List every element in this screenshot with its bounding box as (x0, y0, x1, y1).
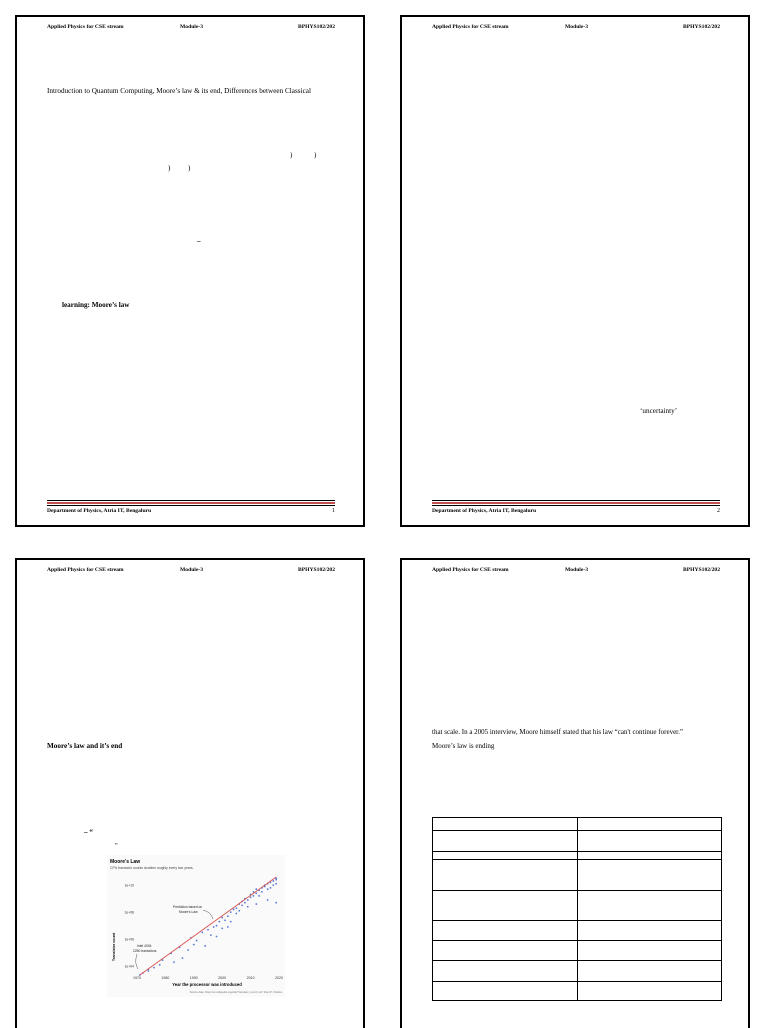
page-header (47, 567, 335, 577)
page-number: 2 (717, 508, 720, 514)
data-point (230, 921, 232, 923)
table-cell (433, 941, 578, 961)
header-course: Applied Physics for CSE stream (432, 567, 509, 573)
annotation-text: Moore's Law (179, 910, 198, 914)
page-header (432, 567, 720, 577)
x-tick-label: 1970 (133, 976, 141, 980)
table-cell (577, 961, 722, 982)
table-cell (433, 831, 578, 852)
data-point (193, 944, 195, 946)
data-point (238, 910, 240, 912)
section-heading: Moore’s law and it’s end (47, 742, 123, 750)
table-cell (577, 852, 722, 860)
footer-rule (47, 500, 335, 501)
table-row (433, 852, 722, 860)
data-point (213, 926, 215, 928)
data-point (216, 925, 218, 927)
comparison-table (432, 817, 722, 1001)
header-module: Module-3 (565, 24, 588, 30)
table-cell (577, 891, 722, 921)
data-point (204, 945, 206, 947)
page-footer (432, 500, 720, 514)
footer-rule-accent (432, 502, 720, 504)
header-code: BPHYS102/202 (683, 24, 720, 30)
x-tick-label: 1990 (189, 976, 198, 980)
chart-y-label: Transistor count (112, 932, 116, 962)
y-tick-label: 1e+06 (124, 937, 134, 942)
data-point (258, 895, 260, 897)
table-cell (577, 818, 722, 831)
data-point (244, 902, 246, 904)
data-point (182, 957, 184, 959)
document-page-2 (400, 15, 750, 527)
y-tick-label: 1e+10 (124, 883, 134, 888)
footer-rule (432, 505, 720, 506)
y-tick-label: 1e+04 (124, 964, 134, 969)
paren-text: ) (290, 151, 293, 159)
data-point (153, 967, 155, 969)
document-page-4 (400, 558, 750, 1028)
data-point (275, 902, 277, 904)
data-point (267, 899, 269, 901)
header-code: BPHYS102/202 (298, 24, 335, 30)
data-point (216, 936, 218, 938)
data-point (236, 913, 238, 915)
data-point (275, 883, 277, 885)
table-row (433, 941, 722, 961)
data-point (255, 892, 257, 894)
footer-rule-accent (47, 502, 335, 504)
x-tick-label: 2000 (218, 976, 227, 980)
table-row (433, 831, 722, 852)
data-point (247, 906, 249, 908)
table-cell (577, 982, 722, 1001)
data-point (187, 949, 189, 951)
header-module: Module-3 (565, 567, 588, 573)
data-point (267, 888, 269, 890)
x-tick-label: 1980 (161, 976, 170, 980)
data-point (241, 904, 243, 906)
data-point (201, 932, 203, 934)
page-number: 1 (332, 508, 335, 514)
data-point (173, 961, 175, 963)
annotation-arrow (203, 910, 213, 919)
header-code: BPHYS102/202 (298, 567, 335, 573)
paren-text: ) (314, 151, 317, 159)
data-point (207, 929, 209, 931)
header-module: Module-3 (180, 24, 203, 30)
data-point (255, 888, 257, 890)
chart-x-label: Year the processor was introduced (172, 982, 242, 987)
body-line: that scale. In a 2005 interview, Moore himself stated that his law “can't continue forever.” (432, 728, 683, 736)
table-cell (433, 982, 578, 1001)
table-cell (577, 831, 722, 852)
data-point (255, 903, 257, 905)
table-row (433, 818, 722, 831)
chart-title: Moore's Law (110, 859, 141, 865)
learning-heading: learning: Moore’s law (62, 301, 130, 309)
data-point (272, 884, 274, 886)
table-cell (433, 818, 578, 831)
data-point (159, 964, 161, 966)
header-module: Module-3 (180, 567, 203, 573)
data-point (230, 911, 232, 913)
header-course: Applied Physics for CSE stream (47, 24, 124, 30)
data-point (253, 895, 255, 897)
annotation-text: Intel 4004 (137, 944, 152, 948)
table-cell (577, 941, 722, 961)
x-tick-label: 2010 (246, 976, 255, 980)
dash-text: – (197, 237, 201, 245)
header-course: Applied Physics for CSE stream (432, 24, 509, 30)
table-row (433, 982, 722, 1001)
data-point (210, 934, 212, 936)
table-cell (577, 921, 722, 941)
data-point (236, 907, 238, 909)
data-point (261, 891, 263, 893)
header-course: Applied Physics for CSE stream (47, 567, 124, 573)
footer-department: Department of Physics, Atria IT, Bengaluru (432, 508, 537, 514)
moores-law-chart (107, 855, 285, 997)
chart-svg (107, 855, 285, 997)
x-tick-label: 2020 (275, 976, 283, 980)
data-point (270, 887, 272, 889)
trend-line (140, 877, 276, 975)
data-point (218, 921, 220, 923)
table-cell (433, 921, 578, 941)
table-row (433, 961, 722, 982)
table-cell (433, 961, 578, 982)
data-point (250, 896, 252, 898)
annotation-text: Prediction based on (173, 905, 203, 909)
data-point (147, 970, 149, 972)
document-page-3 (15, 558, 365, 1028)
page-header (47, 24, 335, 34)
data-point (227, 915, 229, 917)
table-cell (577, 860, 722, 891)
data-point (272, 880, 274, 882)
data-point (247, 899, 249, 901)
data-point (233, 909, 235, 911)
page-header (432, 24, 720, 34)
data-point (224, 919, 226, 921)
table-cell (433, 852, 578, 860)
table-row (433, 921, 722, 941)
annotation-text: 2250 transistors (133, 949, 157, 953)
paren-text: ) (188, 164, 191, 172)
data-point (227, 926, 229, 928)
page-footer (47, 500, 335, 514)
intro-line: Introduction to Quantum Computing, Moore’s law & its end, Differences between Classical (47, 87, 311, 95)
document-page-1 (15, 15, 365, 527)
data-point (221, 917, 223, 919)
table-cell (433, 891, 578, 921)
footer-rule (47, 505, 335, 506)
chart-marks (124, 877, 283, 980)
quote-mark: ” (115, 843, 118, 849)
footer-rule (432, 500, 720, 501)
dash-quote: – “ (84, 828, 93, 836)
body-line: Moore’s law is ending (432, 742, 495, 750)
data-point (221, 927, 223, 929)
table-row (433, 891, 722, 921)
header-code: BPHYS102/202 (683, 567, 720, 573)
annotation-arrow (136, 954, 138, 969)
paren-text: ) (168, 164, 171, 172)
chart-subtitle: CPU transistor counts doubles roughly every two years. (110, 866, 194, 870)
y-tick-label: 1e+08 (124, 910, 134, 915)
table-cell (433, 860, 578, 891)
chart-source: Source data: https://en.wikipedia.org/wiki/Transistor_count | H/t: Shan P. Charles (189, 991, 282, 994)
data-point (196, 940, 198, 942)
table-row (433, 860, 722, 891)
footer-department: Department of Physics, Atria IT, Bengaluru (47, 508, 152, 514)
uncertainty-text: ‘uncertainty’ (640, 407, 678, 415)
